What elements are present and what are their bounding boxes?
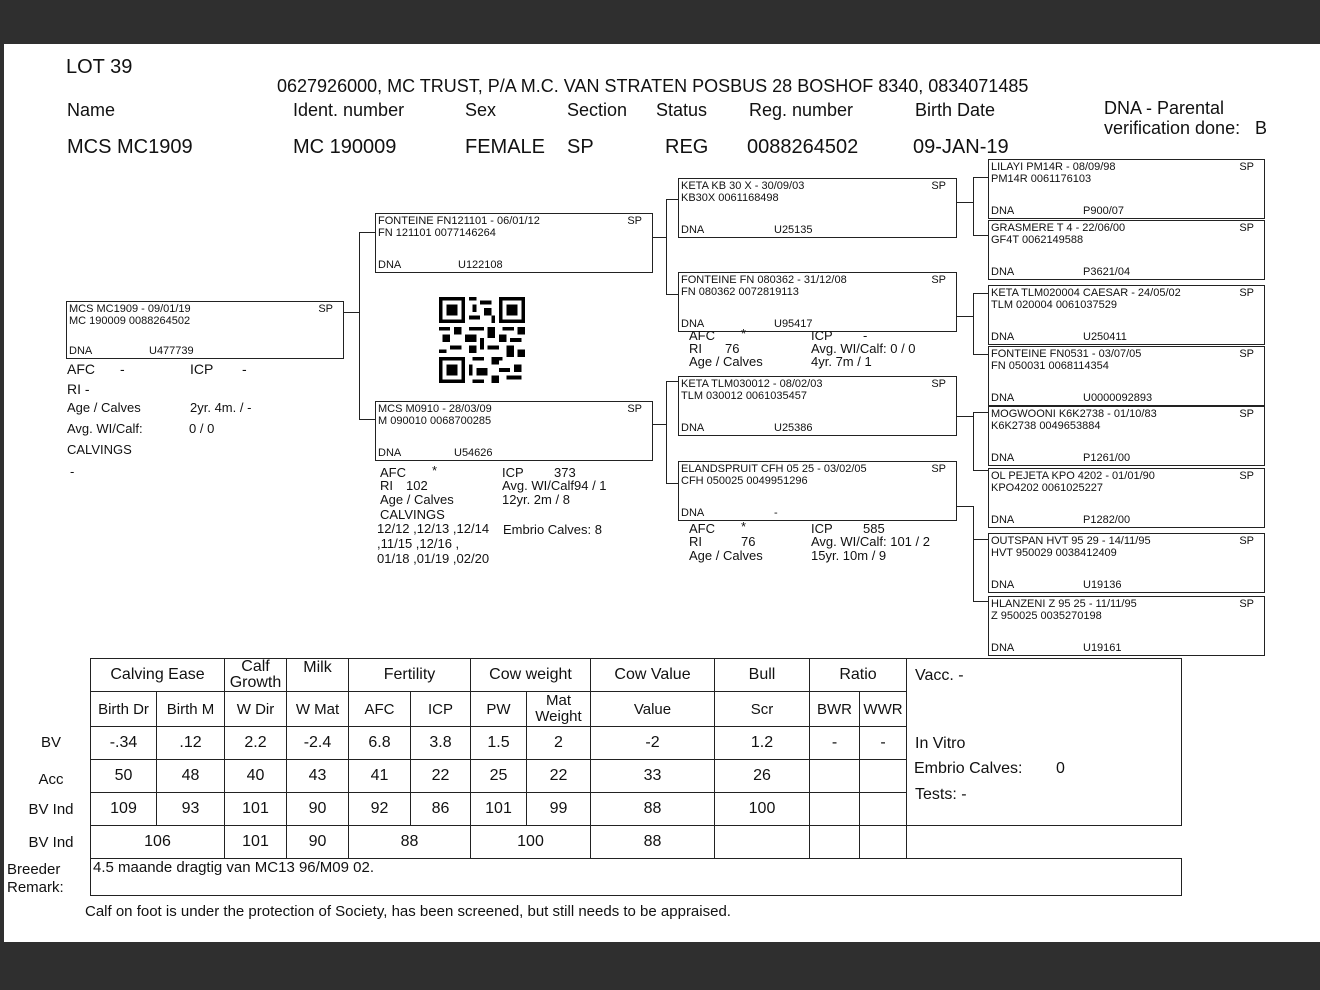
pedigree-box-text: PM14R 0061176103 [991,173,1092,185]
self-icp-value: - [242,361,247,377]
pedigree-box-text: MCS MC1909 - 09/01/19 [69,303,191,315]
table-cell [810,760,860,793]
self-avg-value: 0 / 0 [189,421,215,436]
table-cell: 22 [411,760,471,793]
gp4-icp-value: 585 [863,521,885,536]
dam-embrio: Embrio Calves: 8 [503,522,602,537]
dam-age-value: 12yr. 2m / 8 [502,492,570,507]
table-cell: -.34 [91,727,157,760]
animal-name: MCS MC1909 [67,136,193,158]
dam-ri-label: RI [380,478,393,493]
table-cell: PW [471,692,527,727]
pedigree-box-text: P1261/00 [1083,452,1131,464]
gp4-avg: Avg. WI/Calf: 101 / 2 [811,534,930,549]
table-cell: 100 [471,826,591,859]
owner-line: 0627926000, MC TRUST, P/A M.C. VAN STRATEN POSBUS 28 BOSHOF 8340, 0834071485 [277,76,1029,96]
pedigree-box-text: SP [1239,222,1254,234]
pedigree-box-text: SP [1239,535,1254,547]
animal-ident: MC 190009 [293,136,397,158]
pedigree-box-text: KPO4202 0061025227 [991,482,1103,494]
table-cell: -2.4 [287,727,349,760]
row-label-bv-ind-2: BV Ind [28,834,74,851]
animal-status: REG [665,136,709,158]
self-afc-value: - [120,361,125,377]
pedigree-box-text: DNA [991,514,1015,526]
pedigree-box-text: Z 950025 0035270198 [991,610,1102,622]
pedigree-box-text: MOGWOONI K6K2738 - 01/10/83 [991,408,1157,420]
pedigree-box-text: MC 190009 0088264502 [69,315,191,327]
pedigree-box-text: FN 080362 0072819113 [681,286,799,298]
table-cell: 41 [349,760,411,793]
pedigree-box-text: TLM 030012 0061035457 [681,390,807,402]
pedigree-box-text: SP [627,215,642,227]
group-calf-growth: Calf Growth [225,659,287,692]
table-cell: 100 [715,793,810,826]
pedigree-box-text: TLM 020004 0061037529 [991,299,1117,311]
table-cell: 50 [91,760,157,793]
self-age-label: Age / Calves [67,400,141,415]
col-reg: Reg. number [749,100,854,120]
pedigree-box-text: GF4T 0062149588 [991,234,1084,246]
table-cell [810,793,860,826]
pedigree-box-text: P900/07 [1083,205,1124,217]
table-cell: - [810,727,860,760]
pedigree-box-text: FONTEINE FN 080362 - 31/12/08 [681,274,847,286]
table-cell [810,826,860,859]
table-cell: 90 [287,826,349,859]
gp4-ri-label: RI [689,534,702,549]
pedigree-box-animal [66,301,344,359]
table-cell: 25 [471,760,527,793]
table-cell: 88 [349,826,471,859]
pedigree-box-text: U122108 [458,259,503,271]
group-bull: Bull [715,659,810,692]
self-avg-label: Avg. WI/Calf: [67,421,143,436]
table-cell: 88 [591,793,715,826]
animal-sex: FEMALE [465,136,546,158]
pedigree-box-grandparent [678,178,957,238]
self-ri: RI - [67,381,90,397]
self-age-value: 2yr. 4m. / - [190,400,252,415]
gp2-avg: Avg. WI/Calf: 0 / 0 [811,341,916,356]
col-sex: Sex [465,100,497,120]
col-dna-2: verification done: [1104,118,1241,138]
table-cell: .12 [157,727,225,760]
pedigree-box-text: U25135 [774,224,813,236]
col-name: Name [67,100,116,120]
pedigree-box-text: CFH 050025 0049951296 [681,475,808,487]
pedigree-box-text: FN 050031 0068114354 [991,360,1109,372]
dam-avg: Avg. WI/Calf94 / 1 [502,478,607,493]
pedigree-box-text: KETA KB 30 X - 30/09/03 [681,180,805,192]
col-birth: Birth Date [915,100,996,120]
gp4-icp-label: ICP [811,521,833,536]
table-cell [860,793,907,826]
table-cell: Value [591,692,715,727]
table-cell: 1.5 [471,727,527,760]
dam-calvings-3: 01/18 ,01/19 ,02/20 [377,551,490,566]
pedigree-box-text: SP [931,180,946,192]
pedigree-box-text: U54626 [454,447,493,459]
table-cell: 33 [591,760,715,793]
self-calvings-label: CALVINGS [67,442,132,457]
tests-text: Tests: - [915,786,967,803]
table-cell: 40 [225,760,287,793]
pedigree-box-text: DNA [991,266,1015,278]
table-cell: AFC [349,692,411,727]
table-cell: 86 [411,793,471,826]
pedigree-box-grandparent [678,461,957,521]
embrio-value: 0 [1056,760,1065,777]
dam-calvings-2: ,11/15 ,12/16 , [377,536,460,551]
table-cell: W Dir [225,692,287,727]
vacc-cell [907,659,1182,826]
dam-calvings-label: CALVINGS [380,507,445,522]
group-fertility: Fertility [349,659,471,692]
dam-afc-label: AFC [380,465,406,480]
pedigree-box-text: U95417 [774,318,813,330]
animal-reg: 0088264502 [747,136,859,158]
gp4-afc-value: * [741,519,747,534]
pedigree-box-text: DNA [681,422,705,434]
pedigree-box-text: DNA [681,224,705,236]
pedigree-box-text: LILAYI PM14R - 08/09/98 [991,161,1116,173]
table-cell: Birth M [157,692,225,727]
table-cell: 101 [471,793,527,826]
pedigree-box-text: KETA TLM030012 - 08/02/03 [681,378,823,390]
pedigree-box-text: U19136 [1083,579,1122,591]
pedigree-box-grandparent [678,376,957,436]
table-cell: BWR [810,692,860,727]
gp2-afc-value: * [741,326,747,341]
breeding-values-table [90,658,1182,896]
table-cell [860,760,907,793]
dam-icp-value: 373 [554,465,576,480]
embrio-label: Embrio Calves: [914,760,1023,777]
table-cell: 43 [287,760,349,793]
dam-calvings-1: 12/12 ,12/13 ,12/14 [377,521,490,536]
self-calvings-value: - [70,464,75,479]
breeder-remark-text: 4.5 maande dragtig van MC13 96/M09 02. [91,859,1182,896]
table-cell: 99 [527,793,591,826]
pedigree-box-text: DNA [681,318,705,330]
pedigree-box-text: SP [931,463,946,475]
pedigree-box-text: DNA [991,642,1015,654]
pedigree-box-text: M 090010 0068700285 [378,415,492,427]
vacc-text: Vacc. - [915,667,964,684]
table-cell: Birth Dr [91,692,157,727]
table-cell: 2.2 [225,727,287,760]
gp4-age-value: 15yr. 10m / 9 [811,548,887,563]
invitro-text: In Vitro [915,735,966,752]
pedigree-box-text: DNA [991,392,1015,404]
table-cell: 88 [591,826,715,859]
table-cell: 3.8 [411,727,471,760]
table-cell: 92 [349,793,411,826]
pedigree-box-text: SP [1239,348,1254,360]
self-icp-label: ICP [190,361,214,377]
pedigree-box-text: U250411 [1083,331,1127,343]
table-cell: W Mat [287,692,349,727]
table-cell: Scr [715,692,810,727]
pedigree-box-text: OUTSPAN HVT 95 29 - 14/11/95 [991,535,1151,547]
table-cell: 26 [715,760,810,793]
gp2-icp-value: - [863,328,868,343]
pedigree-box-text: DNA [991,205,1015,217]
table-cell: 22 [527,760,591,793]
table-cell: 1.2 [715,727,810,760]
pedigree-box-text: - [774,507,778,519]
gp4-afc-label: AFC [689,521,715,536]
pedigree-box-text: HVT 950029 0038412409 [991,547,1117,559]
pedigree-box-text: U477739 [149,345,194,357]
table-cell: 106 [91,826,225,859]
pedigree-box-text: ELANDSPRUIT CFH 05 25 - 03/02/05 [681,463,867,475]
pedigree-box-text: DNA [378,259,402,271]
pedigree-box-great-grandparent [988,285,1265,345]
pedigree-box-text: SP [931,378,946,390]
pedigree-box-grandparent [678,272,957,332]
pedigree-box-text: FN 121101 0077146264 [378,227,496,239]
pedigree-box-text: SP [1239,287,1254,299]
pedigree-box-text: SP [931,274,946,286]
pedigree-box-great-grandparent [988,596,1265,656]
dam-ri-value: 102 [406,478,428,493]
pedigree-box-great-grandparent [988,406,1265,466]
table-cell: 6.8 [349,727,411,760]
pedigree-sheet [4,44,1320,942]
qr-code-icon [436,297,528,383]
pedigree-box-great-grandparent [988,220,1265,280]
gp4-ri-value: 76 [741,534,756,549]
table-cell: ICP [411,692,471,727]
dam-afc-value: * [432,463,438,478]
pedigree-box-text: KETA TLM020004 CAESAR - 24/05/02 [991,287,1181,299]
animal-dna: B [1255,118,1268,138]
pedigree-box-text: U19161 [1083,642,1122,654]
pedigree-box-great-grandparent [988,533,1265,593]
pedigree-box-text: DNA [681,507,705,519]
row-label-bv: BV [40,734,61,751]
pedigree-box-text: HLANZENI Z 95 25 - 11/11/95 [991,598,1137,610]
pedigree-box-text: DNA [69,345,93,357]
pedigree-box-dam [375,401,653,461]
pedigree-box-text: P3621/04 [1083,266,1131,278]
pedigree-box-text: FONTEINE FN0531 - 03/07/05 [991,348,1142,360]
pedigree-box-text: DNA [378,447,402,459]
pedigree-box-text: KB30X 0061168498 [681,192,779,204]
pedigree-box-great-grandparent [988,346,1265,406]
pedigree-box-text: U0000092893 [1083,392,1153,404]
row-label-bv-ind: BV Ind [28,801,74,818]
table-row [91,826,1182,859]
table-cell: - [860,727,907,760]
gp2-afc-label: AFC [689,328,715,343]
pedigree-box-text: MCS M0910 - 28/03/09 [378,403,492,415]
group-ratio: Ratio [810,659,907,692]
pedigree-box-great-grandparent [988,159,1265,219]
pedigree-box-text: SP [1239,408,1254,420]
col-dna-1: DNA - Parental [1104,98,1225,118]
pedigree-box-great-grandparent [988,468,1265,528]
gp2-ri-value: 76 [725,341,740,356]
breeder-remark-label: Breeder Remark: [7,861,64,896]
table-cell: 48 [157,760,225,793]
group-cow-value: Cow Value [591,659,715,692]
pedigree-box-text: FONTEINE FN121101 - 06/01/12 [378,215,540,227]
self-afc-label: AFC [67,361,95,377]
pedigree-box-text: SP [627,403,642,415]
col-ident: Ident. number [293,100,405,120]
group-cow-weight: Cow weight [471,659,591,692]
pedigree-box-text: SP [1239,470,1254,482]
pedigree-box-text: K6K2738 0049653884 [991,420,1101,432]
animal-section: SP [567,136,594,158]
table-cell: Mat Weight [527,692,591,727]
table-cell: -2 [591,727,715,760]
pedigree-box-text: SP [1239,598,1254,610]
table-cell: 101 [225,793,287,826]
animal-birth: 09-JAN-19 [913,136,1009,158]
gp2-age-value: 4yr. 7m / 1 [811,354,872,369]
pedigree-box-text: DNA [991,579,1015,591]
pedigree-box-text: DNA [991,331,1015,343]
group-calving-ease: Calving Ease [91,659,225,692]
table-cell: 109 [91,793,157,826]
row-label-acc: Acc [38,771,64,788]
table-cell: 2 [527,727,591,760]
table-cell: 93 [157,793,225,826]
table-cell: WWR [860,692,907,727]
table-cell [860,826,907,859]
table-cell [715,826,810,859]
pedigree-box-text: DNA [991,452,1015,464]
pedigree-box-text: GRASMERE T 4 - 22/06/00 [991,222,1126,234]
col-section: Section [567,100,628,120]
pedigree-box-sire [375,213,653,273]
table-cell: 90 [287,793,349,826]
lot-number: LOT 39 [66,56,133,78]
dam-age-label: Age / Calves [380,492,454,507]
pedigree-box-text: U25386 [774,422,813,434]
dam-icp-label: ICP [502,465,524,480]
group-milk: Milk [287,659,349,692]
col-status: Status [656,100,708,120]
footer-note: Calf on foot is under the protection of Society, has been screened, but still needs to be appraised. [85,903,731,920]
pedigree-box-text: OL PEJETA KPO 4202 - 01/01/90 [991,470,1155,482]
gp4-age-label: Age / Calves [689,548,763,563]
pedigree-box-text: SP [1239,161,1254,173]
gp2-ri-label: RI [689,341,702,356]
gp2-age-label: Age / Calves [689,354,763,369]
table-cell: 101 [225,826,287,859]
pedigree-box-text: P1282/00 [1083,514,1131,526]
gp2-icp-label: ICP [811,328,833,343]
pedigree-box-text: SP [318,303,333,315]
